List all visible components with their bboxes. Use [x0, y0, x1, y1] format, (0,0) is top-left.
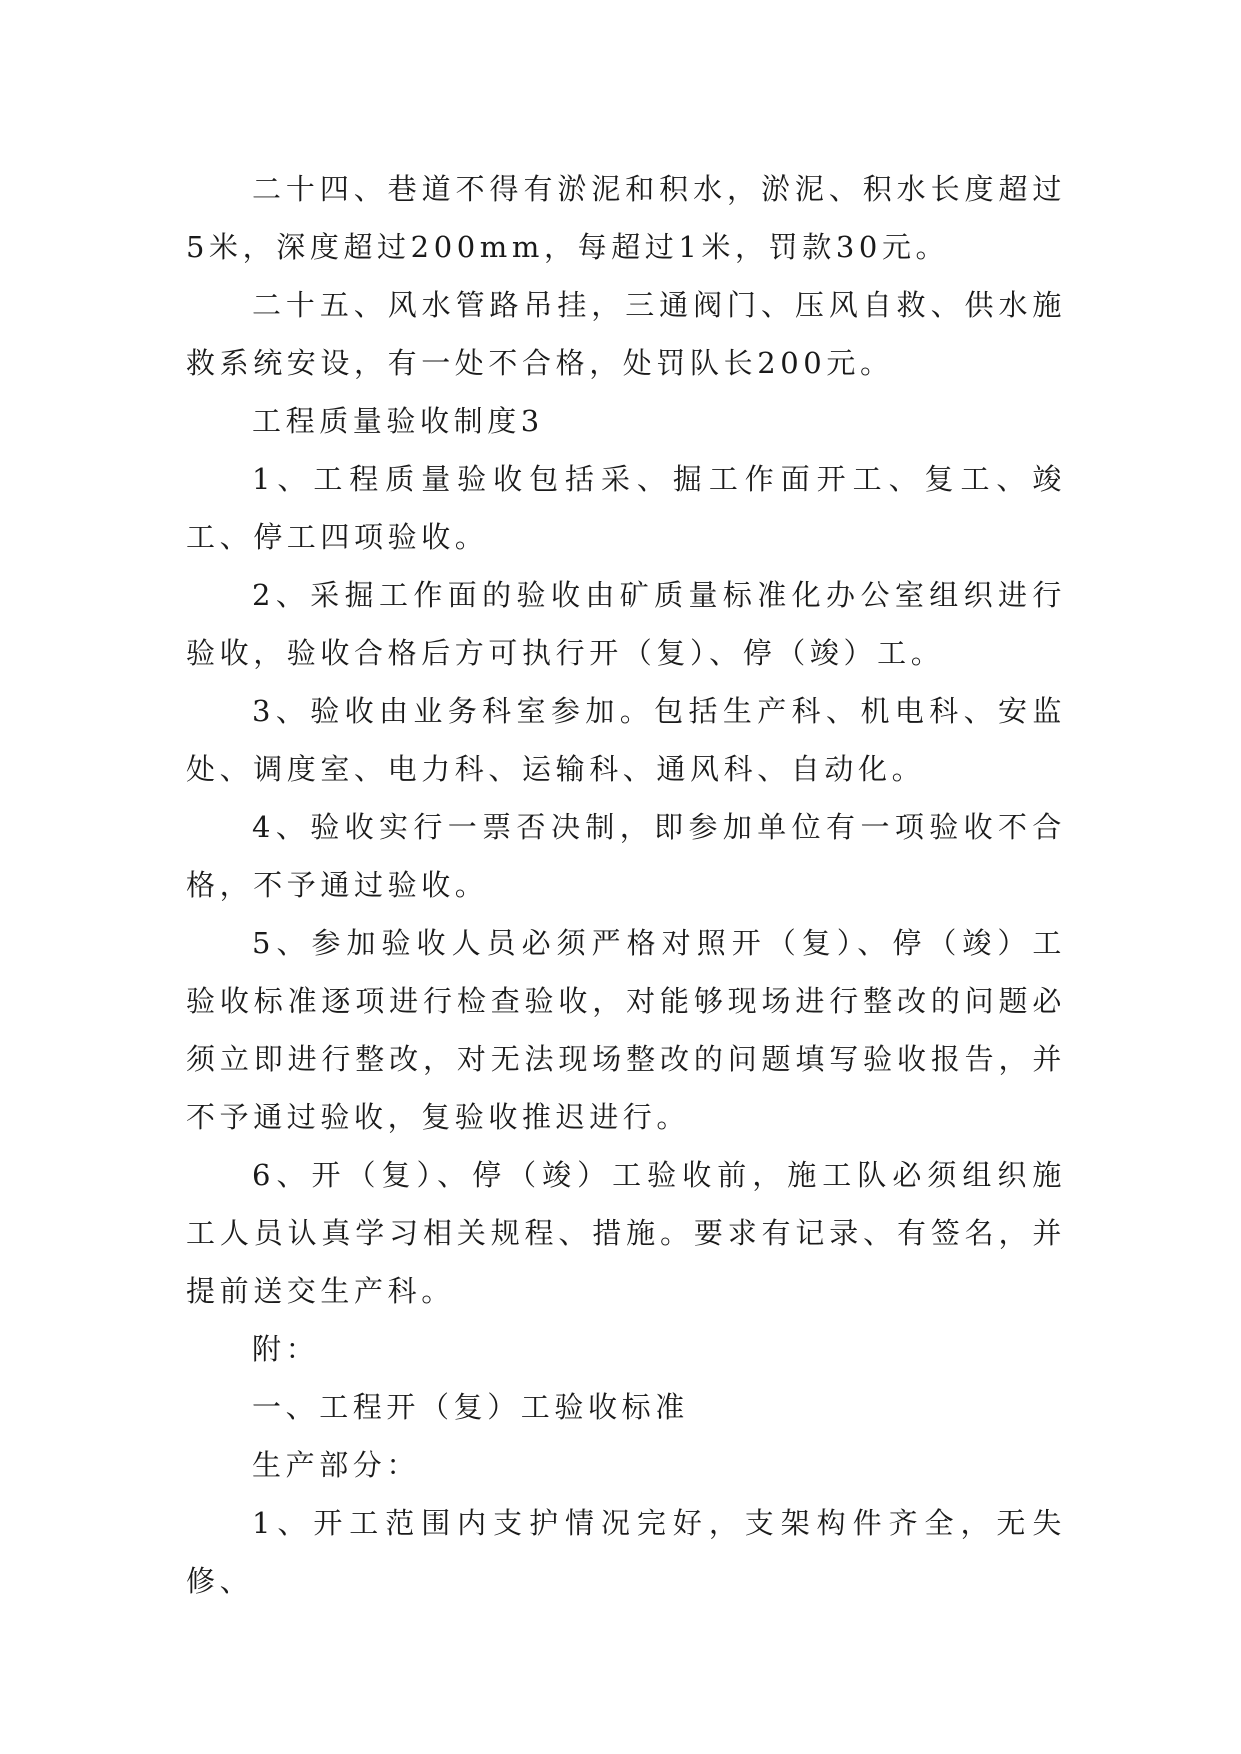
appendix-heading: 一、工程开（复）工验收标准	[252, 1390, 689, 1424]
section-heading: 工程质量验收制度3	[252, 404, 544, 438]
paragraph-item-25: 二十五、风水管路吊挂，三通阀门、压风自救、供水施救系统安设，有一处不合格，处罚队长200元。	[186, 288, 1066, 380]
paragraph-item-2: 2、采掘工作面的验收由矿质量标准化办公室组织进行验收，验收合格后方可执行开（复）、停（竣）工。	[186, 578, 1066, 670]
paragraph-item-3: 3、验收由业务科室参加。包括生产科、机电科、安监处、调度室、电力科、运输科、通风科、自动化。	[186, 694, 1066, 786]
paragraph-item-1: 1、工程质量验收包括采、掘工作面开工、复工、竣工、停工四项验收。	[186, 462, 1066, 554]
subsection-label: 生产部分：	[252, 1448, 421, 1482]
paragraph-item-4: 4、验收实行一票否决制，即参加单位有一项验收不合格，不予通过验收。	[186, 810, 1066, 902]
paragraph-item-1-continued: 1、开工范围内支护情况完好，支架构件齐全，无失修、	[186, 1506, 1066, 1598]
paragraph-item-5: 5、参加验收人员必须严格对照开（复）、停（竣）工验收标准逐项进行检查验收，对能够现场进行整改的问题必须立即进行整改，对无法现场整改的问题填写验收报告，并不予通过验收，复验收推迟进行。	[186, 926, 1066, 1134]
document-body	[186, 160, 1066, 1610]
paragraph-item-6: 6、开（复）、停（竣）工验收前，施工队必须组织施工人员认真学习相关规程、措施。要求有记录、有签名，并提前送交生产科。	[186, 1158, 1066, 1308]
paragraph-item-24: 二十四、巷道不得有淤泥和积水，淤泥、积水长度超过5米，深度超过200mm，每超过1米，罚款30元。	[186, 172, 1066, 264]
appendix-label: 附：	[252, 1332, 320, 1366]
